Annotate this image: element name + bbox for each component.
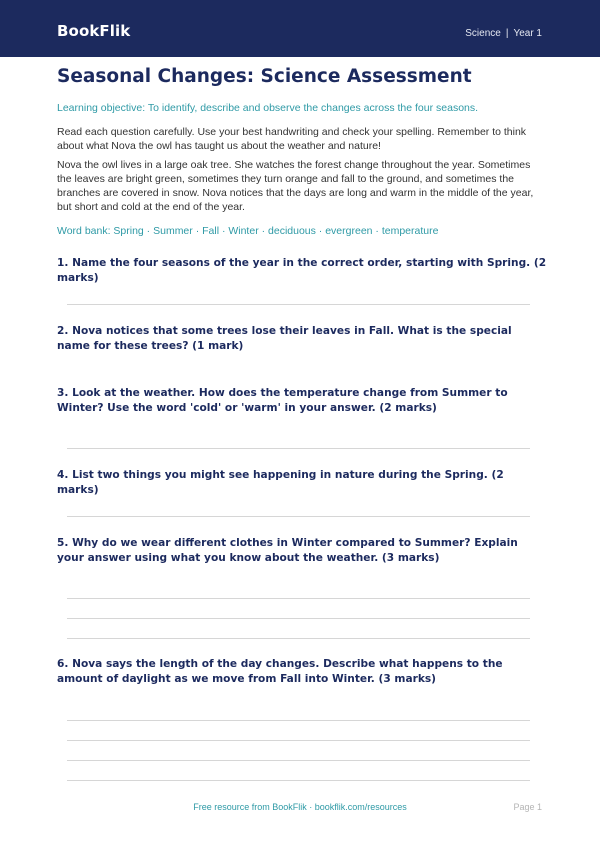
answer-line-q3[interactable] [67, 448, 530, 449]
answer-line-q6-4[interactable] [67, 780, 530, 781]
page-number: Page 1 [513, 802, 542, 812]
answer-line-q5-1[interactable] [67, 598, 530, 599]
crumb-separator: | [505, 28, 509, 39]
question-4: 4. List two things you might see happening in nature during the Spring. (2 marks) [57, 469, 504, 496]
subject-label: Science [465, 28, 501, 39]
subject-year-label [465, 28, 542, 39]
question-5: 5. Why do we wear different clothes in Winter compared to Summer? Explain your answer using what you know about the weather. (3 marks) [57, 537, 518, 564]
answer-line-q6-2[interactable] [67, 740, 530, 741]
page-header [0, 0, 600, 57]
answer-line-q5-2[interactable] [67, 618, 530, 619]
page-title: Seasonal Changes: Science Assessment [57, 66, 472, 87]
year-label: Year 1 [513, 28, 542, 39]
word-bank: Word bank: Spring · Summer · Fall · Winter · deciduous · evergreen · temperature [57, 225, 439, 237]
answer-line-q6-3[interactable] [67, 760, 530, 761]
answer-line-q6-1[interactable] [67, 720, 530, 721]
answer-line-q4[interactable] [67, 516, 530, 517]
footer-text: Free resource from BookFlik · bookflik.com/resources [193, 802, 407, 812]
learning-objective: Learning objective: To identify, describe and observe the changes across the four seasons. [57, 102, 479, 114]
instructions-paragraph: Read each question carefully. Use your best handwriting and check your spelling. Remember to think about what Nova the owl has taught us about the weather and nature! [57, 126, 527, 152]
brand-logo-text: BookFlik [57, 22, 131, 40]
question-6: 6. Nova says the length of the day changes. Describe what happens to the amount of daylight as we move from Fall into Winter. (3 marks) [57, 658, 503, 685]
question-3: 3. Look at the weather. How does the temperature change from Summer to Winter? Use the word 'cold' or 'warm' in your answer. (2 marks) [57, 387, 508, 414]
question-1: 1. Name the four seasons of the year in the correct order, starting with Spring. (2 marks) [57, 257, 547, 284]
question-2: 2. Nova notices that some trees lose their leaves in Fall. What is the special name for these trees? (1 mark) [57, 325, 512, 352]
answer-line-q5-3[interactable] [67, 638, 530, 639]
story-paragraph: Nova the owl lives in a large oak tree. She watches the forest change throughout the year. Sometimes the leaves are bright green, sometimes they turn orange and fall to the ground, and sometimes the branches are covered in snow. Nova notices that the days are long and warm in the middle of the year, but short and cold at the end of the year. [57, 159, 534, 213]
answer-line-q1[interactable] [67, 304, 530, 305]
